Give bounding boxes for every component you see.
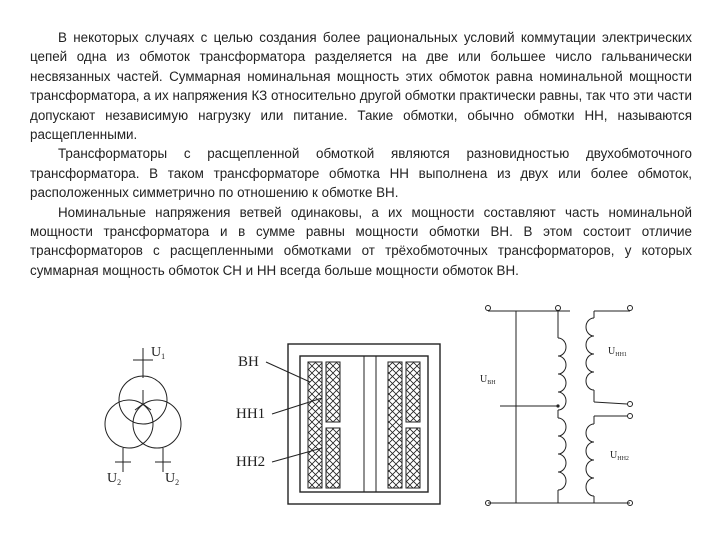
nn2-coil <box>586 424 594 496</box>
circuit-diagram-figure <box>470 298 650 520</box>
vn-winding-left <box>308 362 322 488</box>
nn1-winding-left <box>326 362 340 422</box>
u1-label: $U_1$ <box>151 345 166 361</box>
nn2-winding-right <box>406 428 420 488</box>
nn1-top-terminal <box>628 306 633 311</box>
u2a-label: $U_2$ <box>107 471 122 487</box>
transformer-symbol-figure <box>95 340 215 490</box>
u2b-label: $U_2$ <box>165 471 180 487</box>
nn2-top-terminal <box>628 414 633 419</box>
unn1-label: $U_{НН1}$ <box>608 346 627 358</box>
nn1-bottom-bus <box>594 402 627 404</box>
y-arm-left <box>135 404 143 410</box>
paragraph-1: В некоторых случаях с целью создания более рациональных условий коммутации электрических цепей одна из обмоток трансформатора разделяется на две или большее число гальванически несвязанных частей. Суммарная номинальная мощность этих обмоток равна номинальной мощности трансформатора, а их напряжения КЗ относительно другой обмотки практически равны, так что эти части допускают независимую нагрузку или питание. Такие обмотки, обычно обмотки НН, называются расщепленными. <box>30 30 692 143</box>
vn-coil-lower <box>558 418 566 490</box>
uvn-label: $U_{ВН}$ <box>480 374 496 386</box>
nn1-coil <box>586 318 594 390</box>
paragraph-2: Трансформаторы с расщепленной обмоткой являются разновидностью двухобмоточного трансформатора. В таком трансформаторе обмотка НН выполнена из двух или более обмоток, расположенных симметрично по отношению к обмотке ВН. <box>30 146 692 201</box>
vn-top-terminal <box>486 306 491 311</box>
body-text <box>30 28 692 280</box>
vn-coil-upper <box>558 338 566 410</box>
vn-winding-right <box>388 362 402 488</box>
tap-node <box>556 404 559 407</box>
nn1-label: НН1 <box>236 406 266 422</box>
vn-label: ВН <box>238 354 259 370</box>
core-windings-figure <box>228 338 450 508</box>
unn2-label: $U_{НН2}$ <box>610 450 629 462</box>
nn1-winding-right <box>406 362 420 422</box>
nn2-label: НН2 <box>236 454 266 470</box>
nn2-winding-left <box>326 428 340 488</box>
paragraph-3: Номинальные напряжения ветвей одинаковы, а их мощности составляют часть номинальной мощности трансформатора и в сумме равны мощности обмотки ВН. В этом состоит отличие трансформаторов с расщепленными обмотками от трёхобмоточных трансформаторов, у которых суммарная мощность обмоток СН и НН всегда больше мощности обмоток ВН. <box>30 204 692 278</box>
core-center-limb <box>364 356 376 492</box>
y-arm-right <box>143 404 151 410</box>
center-top-terminal <box>556 306 561 311</box>
nn1-bottom-terminal <box>628 402 633 407</box>
